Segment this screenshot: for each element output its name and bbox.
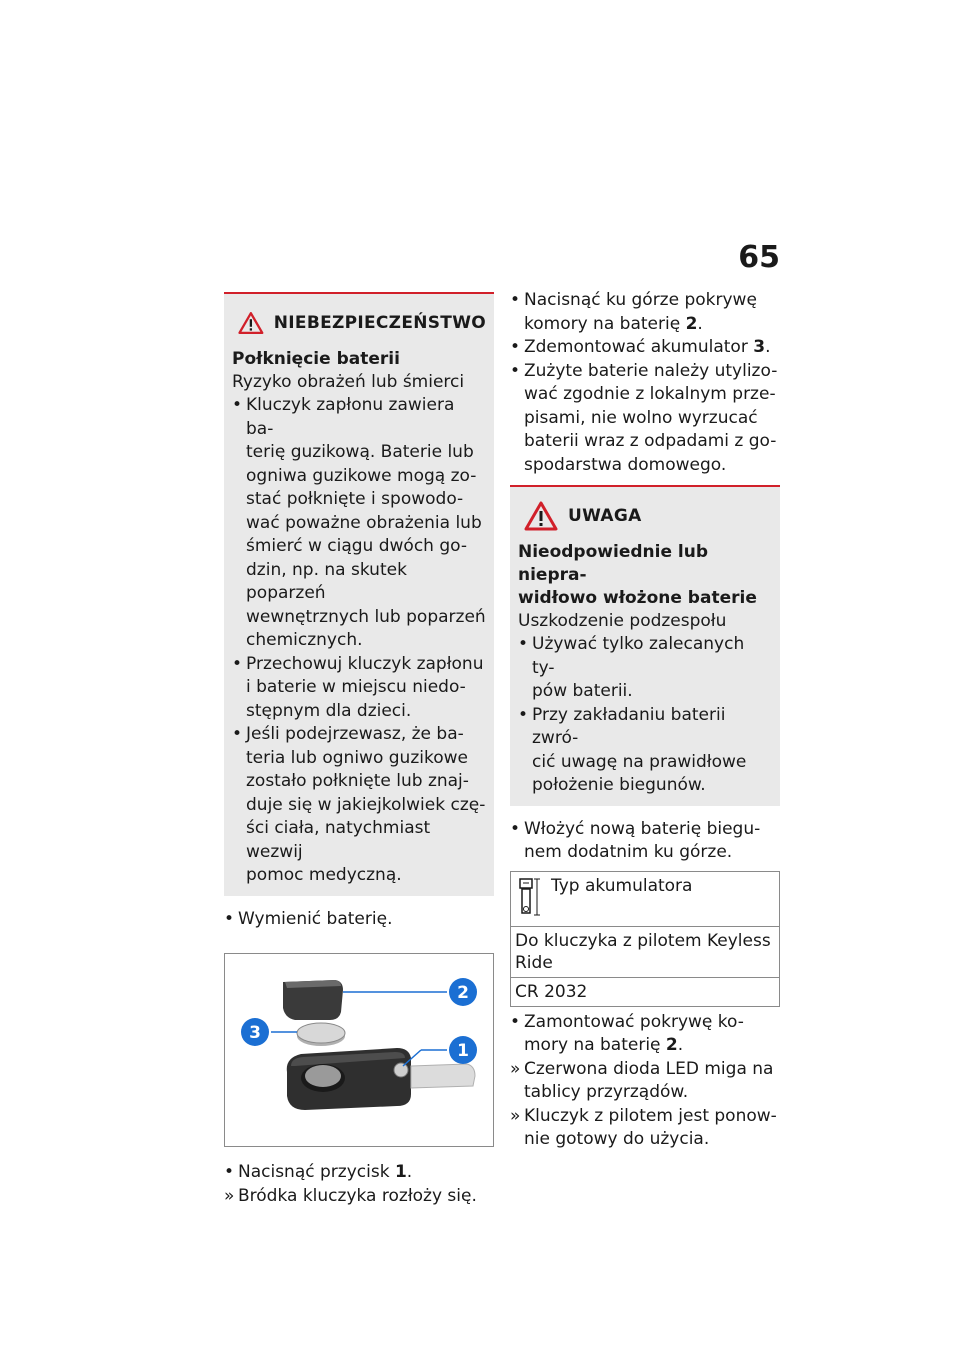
- step-ref: 2: [685, 313, 698, 334]
- danger-title: NIEBEZPIECZEŃSTWO: [273, 313, 486, 333]
- danger-item: • Kluczyk zapłonu zawiera ba- terię guzikową. Baterie lub ogniwa guzikowe mogą zo- stać połknięte i spowodo- wać poważne obrażenia lub śmierć w ciągu dwóch go- dzin, np. na skutek poparzeń wewnętrznych lub poparzeń chemicznych.: [232, 394, 486, 653]
- step-insert-battery: • Włożyć nową baterię biegu- nem dodatnim ku górze.: [510, 818, 761, 862]
- step-text: Wymienić baterię.: [238, 908, 393, 929]
- svg-text:1: 1: [457, 1041, 469, 1061]
- danger-risk: Ryzyko obrażeń lub śmierci: [232, 372, 465, 392]
- caution-list: [518, 633, 772, 798]
- step-text: Nacisnąć przycisk: [238, 1162, 395, 1182]
- danger-heading: Połknięcie baterii: [232, 349, 400, 369]
- caution-box: [510, 485, 780, 806]
- result-text: Czerwona dioda LED miga na tablicy przyrządów.: [524, 1058, 774, 1102]
- danger-item: • Jeśli podejrzewasz, że ba- teria lub ogniwo guzikowe zostało połknięte lub znaj- duje się w jakiejkolwiek czę- ści ciała, natychmiast wezwij pomoc medyczną.: [232, 723, 486, 888]
- step-text: Zużyte baterie należy utylizo- wać zgodnie z lokalnym prze- pisami, nie wolno wyrzucać baterii wraz z odpadami z go- spodarstwa domowego.: [524, 360, 778, 475]
- battery-spec-table: [510, 871, 780, 1007]
- step-remove-battery: • Zdemontować akumulator 3.: [510, 337, 771, 357]
- step-text: Zdemontować akumulator: [524, 337, 754, 357]
- release-button: [394, 1063, 408, 1077]
- step-lift-cover: • Nacisnąć ku górze pokrywę komory na baterię 2.: [510, 290, 757, 334]
- step-press-button: • Nacisnąć przycisk 1.: [224, 1162, 413, 1182]
- step-ref: 2: [665, 1035, 678, 1055]
- page-number: 65: [738, 240, 780, 275]
- caution-item: • Używać tylko zalecanych ty- pów baterii.: [518, 633, 772, 704]
- spec-application: Do kluczyka z pilotem Keyless Ride: [511, 926, 780, 977]
- battery-type-icon: [515, 875, 541, 919]
- caution-title: UWAGA: [568, 506, 642, 526]
- result-text: Kluczyk z pilotem jest ponow- nie gotowy do użycia.: [524, 1105, 777, 1149]
- danger-box: [224, 292, 494, 896]
- result-key-ready: » Kluczyk z pilotem jest ponow- nie gotowy do użycia.: [510, 1105, 777, 1149]
- step-text: Nacisnąć ku górze pokrywę komory na baterię: [524, 290, 757, 334]
- danger-item: • Przechowuj kluczyk zapłonu i baterie w miejscu niedo- stępnym dla dzieci.: [232, 653, 486, 724]
- key-battery-figure: [224, 953, 494, 1147]
- caution-item: • Przy zakładaniu baterii zwró- cić uwagę na prawidłowe położenie biegunów.: [518, 704, 772, 798]
- left-column: [224, 292, 494, 1208]
- result-text: Bródka kluczyka rozłoży się.: [238, 1185, 477, 1206]
- svg-text:3: 3: [249, 1023, 261, 1043]
- caution-risk: Uszkodzenie podzespołu: [518, 611, 727, 631]
- step-text: Zamontować pokrywę ko- mory na baterię: [524, 1011, 744, 1055]
- spec-header: Typ akumulatora: [551, 875, 693, 896]
- callout-2: [449, 978, 477, 1006]
- step-ref: 3: [753, 337, 766, 357]
- danger-list: [232, 394, 486, 888]
- warning-triangle-icon: [238, 308, 264, 338]
- step-refit-cover: • Zamontować pokrywę ko- mory na baterię 2.: [510, 1011, 744, 1055]
- result-key-opens: » Bródka kluczyka rozłoży się.: [224, 1185, 477, 1206]
- step-dispose: • Zużyte baterie należy utylizo- wać zgodnie z lokalnym prze- pisami, nie wolno wyrzucać baterii wraz z odpadami z go- spodarstwa domowego.: [510, 360, 778, 475]
- step-suffix: .: [406, 1162, 413, 1182]
- step-replace-battery: • Wymienić baterię.: [224, 908, 393, 929]
- callout-1: [449, 1036, 477, 1064]
- warning-triangle-icon: [524, 501, 558, 531]
- svg-text:2: 2: [457, 983, 469, 1003]
- right-column: [510, 289, 780, 1152]
- callout-3: [241, 1018, 269, 1046]
- result-led-flashes: » Czerwona dioda LED miga na tablicy przyrządów.: [510, 1058, 774, 1102]
- spec-battery-type: CR 2032: [511, 977, 780, 1006]
- step-ref: 1: [394, 1162, 407, 1182]
- step-text: Włożyć nową baterię biegu- nem dodatnim ku górze.: [524, 818, 761, 862]
- caution-heading: Nieodpowiednie lub niepra- widłowo włożone baterie: [518, 542, 757, 608]
